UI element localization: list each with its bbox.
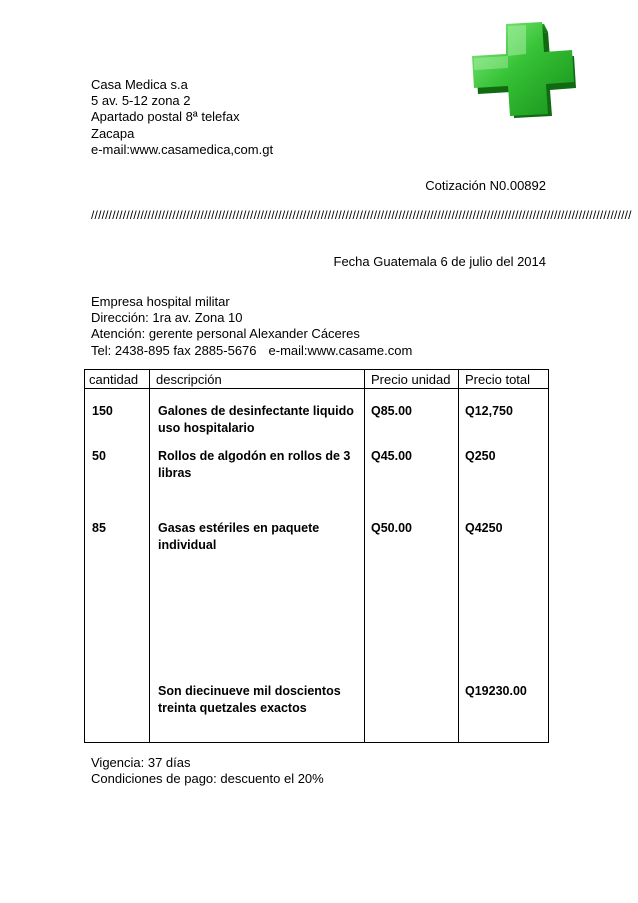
row-1-unit-price: Q85.00 <box>371 404 413 418</box>
recipient-block <box>91 294 412 359</box>
row-1-description: Galones de desinfectante liquido uso hospitalario <box>158 404 354 435</box>
row-3-total-price: Q4250 <box>465 521 503 535</box>
row-3-quantity: 85 <box>92 521 106 535</box>
quote-table <box>84 369 549 743</box>
slash-divider: ///////////////////////////////////////////////////////////////////////////////////////////////////////////////////////////////////////////////////////// <box>91 208 632 222</box>
row-2-description: Rollos de algodón en rollos de 3 libras <box>158 449 351 480</box>
column-divider <box>149 370 150 742</box>
sender-address: 5 av. 5-12 zona 2 <box>91 93 191 109</box>
row-1-quantity: 150 <box>92 404 113 418</box>
recipient-phone: Tel: 2438-895 fax 2885-5676 <box>91 342 257 358</box>
total-amount: Q19230.00 <box>465 684 527 698</box>
column-divider <box>364 370 365 742</box>
row-3-description: Gasas estériles en paquete individual <box>158 521 320 552</box>
sender-po-box: Apartado postal 8ª telefax <box>91 109 240 125</box>
row-3-unit-price: Q50.00 <box>371 521 413 535</box>
recipient-contact-line <box>91 343 412 359</box>
column-divider <box>458 370 459 742</box>
header-total-price: Precio total <box>465 372 531 387</box>
recipient-attention: Atención: gerente personal Alexander Cáceres <box>91 326 360 342</box>
row-2-unit-price: Q45.00 <box>371 449 413 463</box>
quote-date: Fecha Guatemala 6 de julio del 2014 <box>333 254 546 269</box>
validity: Vigencia: 37 días <box>91 755 191 770</box>
row-1-total-price: Q12,750 <box>465 404 513 418</box>
row-2-quantity: 50 <box>92 449 106 463</box>
payment-terms: Condiciones de pago: descuento el 20% <box>91 771 324 787</box>
header-divider <box>85 388 548 389</box>
recipient-address: Dirección: 1ra av. Zona 10 <box>91 310 243 326</box>
row-2-total-price: Q250 <box>465 449 496 463</box>
sender-email: e-mail:www.casamedica,com.gt <box>91 141 274 157</box>
sender-city: Zacapa <box>91 125 135 141</box>
recipient-company: Empresa hospital militar <box>91 294 230 309</box>
green-cross-logo-icon <box>468 18 580 122</box>
header-unit-price: Precio unidad <box>371 372 451 387</box>
header-quantity: cantidad <box>89 372 139 387</box>
header-description: descripción <box>156 372 222 387</box>
quote-number: Cotización N0.00892 <box>425 178 546 193</box>
sender-block <box>91 77 273 158</box>
total-in-words: Son diecinueve mil doscientos treinta quetzales exactos <box>158 684 341 715</box>
footer-block <box>91 755 324 787</box>
recipient-email: e-mail:www.casame.com <box>268 342 413 358</box>
sender-company: Casa Medica s.a <box>91 77 188 92</box>
